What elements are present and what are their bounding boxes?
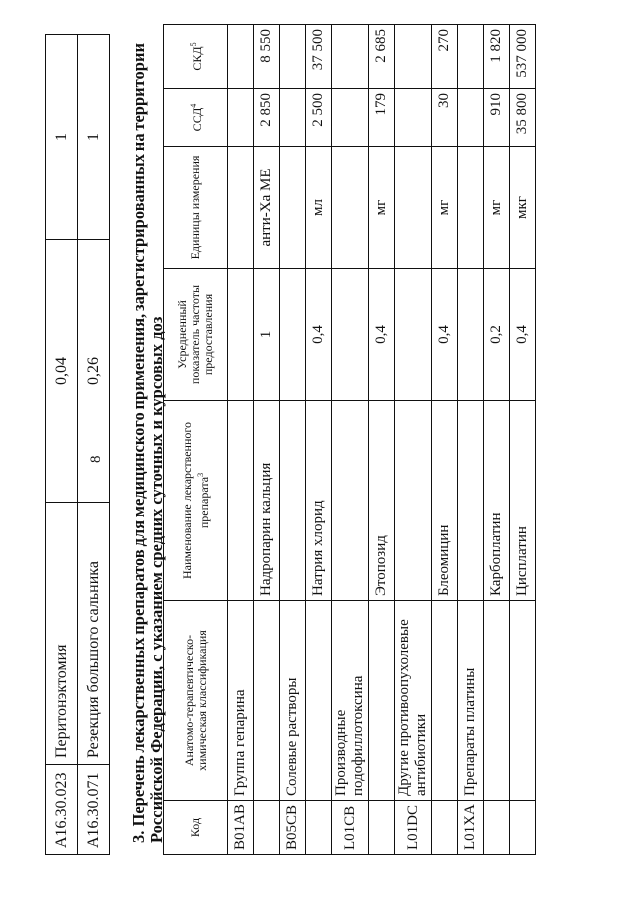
- empty-cell: [369, 801, 395, 855]
- heading-word: для: [129, 519, 148, 547]
- empty-cell: [332, 269, 369, 401]
- empty-cell: [306, 801, 332, 855]
- drug-ssd: 2 850: [254, 89, 280, 147]
- empty-cell: [458, 269, 484, 401]
- procedures-table: [45, 34, 110, 855]
- drug-row: [432, 25, 458, 855]
- group-code: B01AB: [228, 801, 254, 855]
- empty-cell: [458, 25, 484, 89]
- empty-cell: [395, 89, 432, 147]
- empty-cell: [484, 601, 510, 801]
- group-code: L01DC: [395, 801, 432, 855]
- procedure-name: Резекция большого сальника: [78, 503, 110, 765]
- group-row: [228, 25, 254, 855]
- procedure-multiplicity: 1: [46, 35, 78, 240]
- header-code: Код: [164, 801, 228, 855]
- group-code: L01XA: [458, 801, 484, 855]
- empty-cell: [280, 25, 306, 89]
- drug-units: мкг: [510, 147, 536, 269]
- empty-cell: [228, 147, 254, 269]
- procedure-code: A16.30.071: [78, 765, 110, 855]
- drug-units: анти-Ха МЕ: [254, 147, 280, 269]
- empty-cell: [332, 25, 369, 89]
- empty-cell: [254, 801, 280, 855]
- drug-row: [254, 25, 280, 855]
- empty-cell: [332, 147, 369, 269]
- header-frequency: Усредненный показатель частоты предоставления: [164, 269, 228, 401]
- procedure-multiplicity: 1: [78, 35, 110, 240]
- drug-frequency: 0,4: [432, 269, 458, 401]
- drug-name: Цисплатин: [510, 401, 536, 601]
- drug-skd: 270: [432, 25, 458, 89]
- drug-skd: 8 550: [254, 25, 280, 89]
- empty-cell: [458, 147, 484, 269]
- drug-units: мг: [369, 147, 395, 269]
- drug-name: Блеомицин: [432, 401, 458, 601]
- drug-name: Этопозид: [369, 401, 395, 601]
- empty-cell: [280, 89, 306, 147]
- drug-row: [306, 25, 332, 855]
- group-row: [395, 25, 432, 855]
- group-atc: Группа гепарина: [228, 601, 254, 801]
- empty-cell: [395, 25, 432, 89]
- heading-word: зарегистрированных: [129, 153, 148, 312]
- header-atc: Анатомо-терапевтическо-химическая классификация: [164, 601, 228, 801]
- drug-frequency: 0,4: [510, 269, 536, 401]
- drug-skd: 537 000: [510, 25, 536, 89]
- group-atc: Производные подофиллотоксина: [332, 601, 369, 801]
- heading-word: препаратов: [129, 549, 148, 635]
- empty-cell: [458, 401, 484, 601]
- heading-word: медицинского: [129, 412, 148, 518]
- group-atc: Солевые растворы: [280, 601, 306, 801]
- drug-row: [369, 25, 395, 855]
- group-atc: Препараты платины: [458, 601, 484, 801]
- heading-word: на: [129, 133, 148, 152]
- drug-skd: 1 820: [484, 25, 510, 89]
- empty-cell: [306, 601, 332, 801]
- drug-ssd: 179: [369, 89, 395, 147]
- group-row: [332, 25, 369, 855]
- group-atc: Другие противоопухолевые антибиотики: [395, 601, 432, 801]
- drug-skd: 2 685: [369, 25, 395, 89]
- procedure-frequency: 0,26: [78, 240, 110, 503]
- empty-cell: [510, 601, 536, 801]
- heading-word: применения,: [129, 313, 148, 410]
- empty-cell: [395, 269, 432, 401]
- procedure-code: A16.30.023: [46, 765, 78, 855]
- group-row: [458, 25, 484, 855]
- drug-ssd: 35 800: [510, 89, 536, 147]
- drug-frequency: 0,4: [369, 269, 395, 401]
- heading-word: территории: [129, 43, 148, 131]
- empty-cell: [280, 401, 306, 601]
- group-row: [280, 25, 306, 855]
- drug-units: мг: [484, 147, 510, 269]
- section-heading-line1: [130, 43, 148, 843]
- drug-name: Карбоплатин: [484, 401, 510, 601]
- drug-row: [484, 25, 510, 855]
- drug-ssd: 2 500: [306, 89, 332, 147]
- heading-word: 3. Перечень: [129, 755, 148, 843]
- drug-ssd: 910: [484, 89, 510, 147]
- empty-cell: [432, 801, 458, 855]
- section-heading-line2: Российской Федерации, с указанием средних суточных и курсовых доз: [147, 316, 166, 843]
- empty-cell: [484, 801, 510, 855]
- drug-frequency: 1: [254, 269, 280, 401]
- procedure-name: Перитонэктомия: [46, 503, 78, 765]
- empty-cell: [228, 269, 254, 401]
- empty-cell: [228, 25, 254, 89]
- drug-units: мг: [432, 147, 458, 269]
- empty-cell: [280, 269, 306, 401]
- drug-frequency: 0,4: [306, 269, 332, 401]
- empty-cell: [369, 601, 395, 801]
- drug-ssd: 30: [432, 89, 458, 147]
- empty-cell: [510, 801, 536, 855]
- table-row: [46, 35, 78, 855]
- empty-cell: [228, 89, 254, 147]
- drug-units: мл: [306, 147, 332, 269]
- drug-frequency: 0,2: [484, 269, 510, 401]
- header-ssd: ССД$^4$: [164, 89, 228, 147]
- section-heading: [130, 43, 166, 843]
- header-units: Единицы измерения: [164, 147, 228, 269]
- heading-word: лекарственных: [129, 637, 148, 753]
- empty-cell: [254, 601, 280, 801]
- page-number: 8: [88, 455, 104, 463]
- header-skd: СКД$^5$: [164, 25, 228, 89]
- empty-cell: [395, 401, 432, 601]
- empty-cell: [280, 147, 306, 269]
- empty-cell: [432, 601, 458, 801]
- empty-cell: [332, 89, 369, 147]
- drug-name: Натрия хлорид: [306, 401, 332, 601]
- empty-cell: [458, 89, 484, 147]
- procedure-frequency: 0,04: [46, 240, 78, 503]
- drug-skd: 37 500: [306, 25, 332, 89]
- group-code: L01CB: [332, 801, 369, 855]
- group-code: B05CB: [280, 801, 306, 855]
- empty-cell: [332, 401, 369, 601]
- header-drug-name: Наименование лекарственного препарата$^3$: [164, 401, 228, 601]
- table-header-row: [164, 25, 228, 855]
- drug-name: Надропарин кальция: [254, 401, 280, 601]
- empty-cell: [395, 147, 432, 269]
- drug-row: [510, 25, 536, 855]
- table-row: [78, 35, 110, 855]
- drugs-table: [163, 24, 536, 855]
- empty-cell: [228, 401, 254, 601]
